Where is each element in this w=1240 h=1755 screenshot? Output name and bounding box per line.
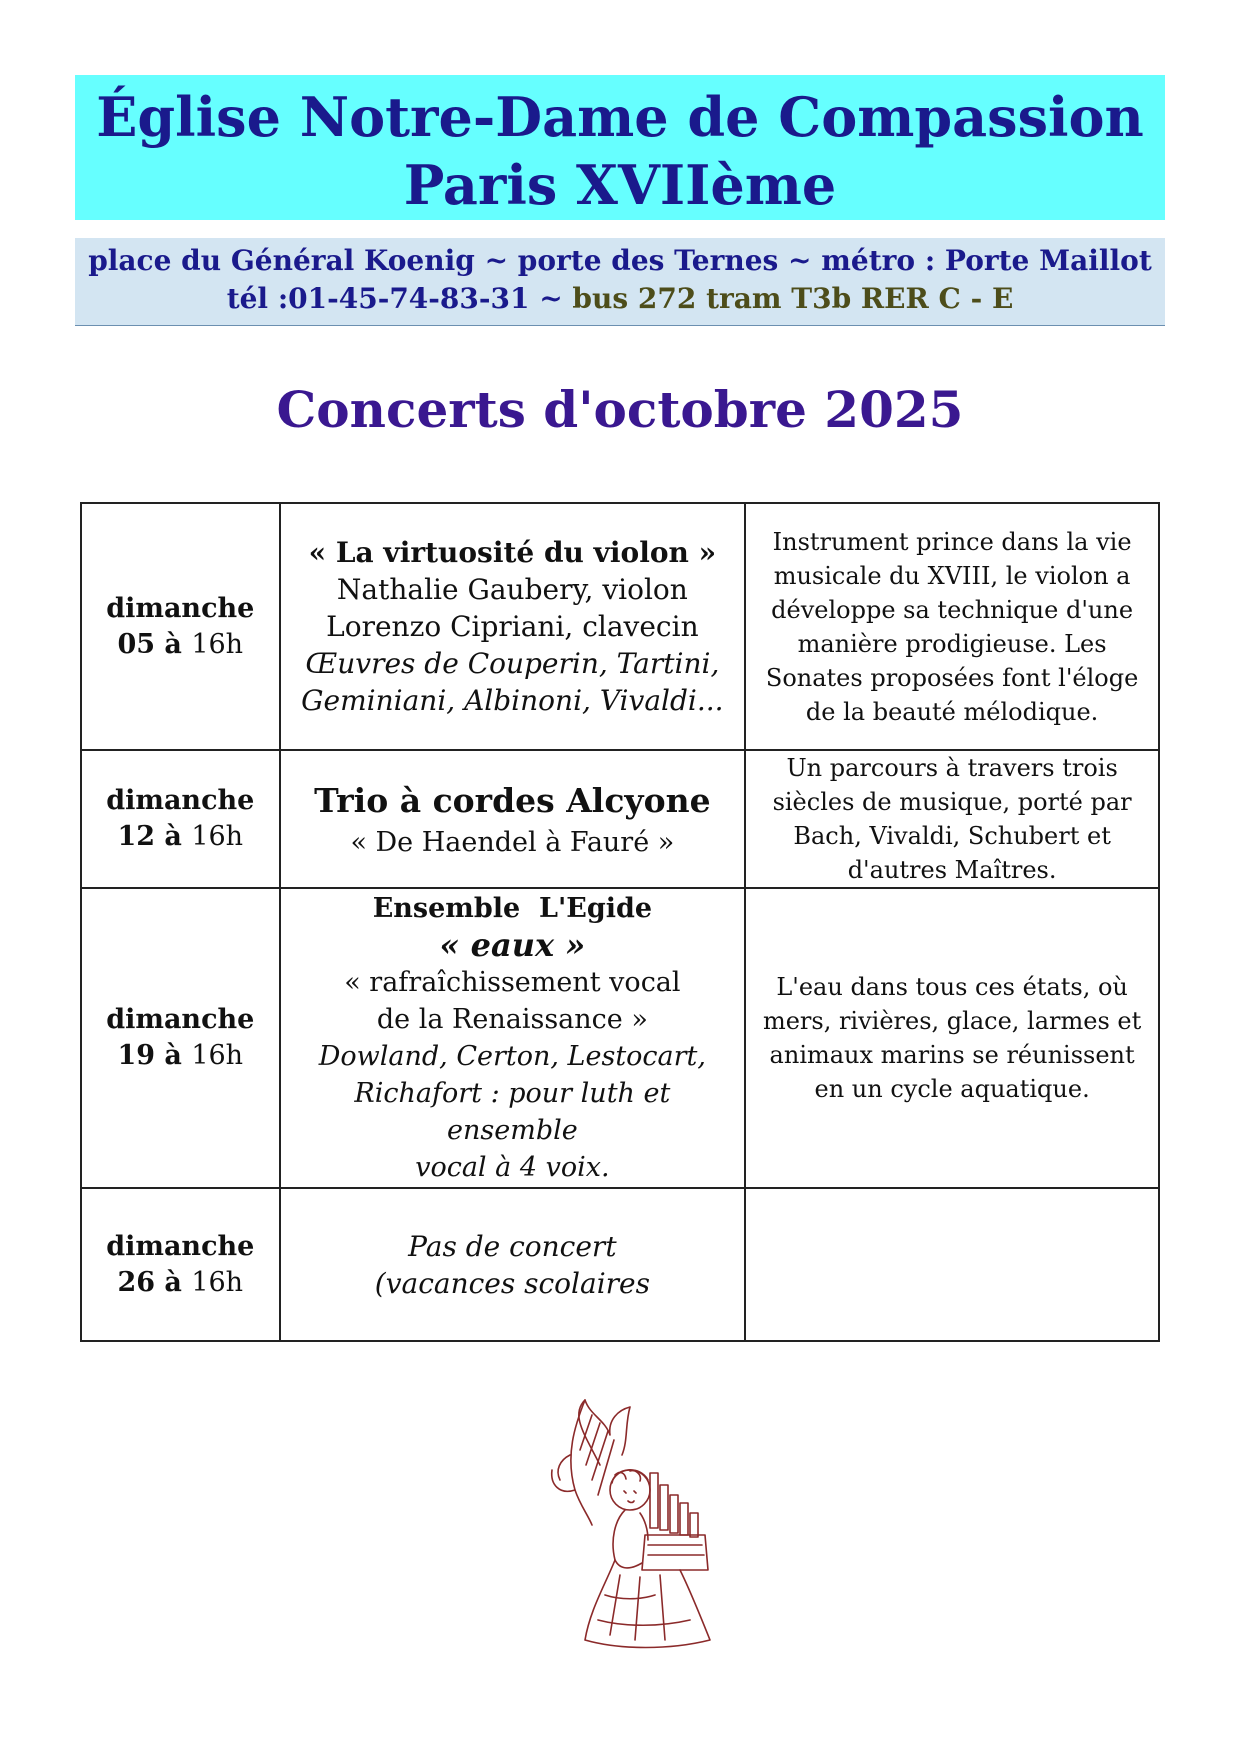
page-title: Concerts d'octobre 2025 bbox=[276, 380, 964, 439]
table-row bbox=[81, 503, 1159, 750]
table-row bbox=[81, 1188, 1159, 1341]
description-cell: L'eau dans tous ces états, où mers, rivières, glace, larmes et animaux marins se réunissent en un cycle aquatique. bbox=[745, 888, 1159, 1188]
date-cell bbox=[81, 750, 280, 888]
works: Œuvres de Couperin, Tartini, bbox=[305, 647, 720, 680]
date-time: 19 à 16h bbox=[117, 1040, 244, 1071]
concert-subtitle: de la Renaissance » bbox=[376, 1004, 648, 1035]
program-cell bbox=[280, 888, 746, 1188]
program-cell bbox=[280, 1188, 746, 1341]
performer: Nathalie Gaubery, violon bbox=[336, 573, 688, 606]
header-banner bbox=[75, 75, 1165, 220]
day-label: dimanche bbox=[106, 592, 255, 624]
concert-title: « eaux » bbox=[439, 926, 586, 964]
table-row bbox=[81, 750, 1159, 888]
date-time: 05 à 16h bbox=[117, 628, 244, 660]
day-label: dimanche bbox=[106, 1004, 255, 1035]
works: vocal à 4 voix. bbox=[415, 1152, 610, 1183]
address-banner bbox=[75, 238, 1165, 326]
performer: Lorenzo Cipriani, clavecin bbox=[326, 610, 699, 643]
date-time: 26 à 16h bbox=[117, 1266, 244, 1298]
concert-title: « La virtuosité du violon » bbox=[308, 536, 717, 569]
concert-subtitle: « rafraîchissement vocal bbox=[344, 967, 681, 998]
date-cell bbox=[81, 503, 280, 750]
concert-title: Trio à cordes Alcyone bbox=[314, 780, 711, 820]
table-row bbox=[81, 888, 1159, 1188]
district-name: Paris XVIIème bbox=[403, 153, 837, 217]
program-cell bbox=[280, 503, 746, 750]
description-cell: Un parcours à travers trois siècles de musique, porté par Bach, Vivaldi, Schubert et d'autres Maîtres. bbox=[745, 750, 1159, 888]
works: Geminiani, Albinoni, Vivaldi... bbox=[301, 684, 724, 717]
date-cell bbox=[81, 1188, 280, 1341]
day-label: dimanche bbox=[106, 1230, 255, 1262]
date-cell bbox=[81, 888, 280, 1188]
contact-line bbox=[75, 280, 1165, 318]
description-cell: Instrument prince dans la vie musicale du XVIII, le violon a développe sa technique d'une manière prodigieuse. Les Sonates proposées font l'éloge de la beauté mélodique. bbox=[745, 503, 1159, 750]
program-cell bbox=[280, 750, 746, 888]
concert-table bbox=[80, 502, 1160, 1342]
day-label: dimanche bbox=[106, 785, 255, 816]
phone-number: tél :01-45-74-83-31 ~ bbox=[226, 282, 573, 315]
description-cell bbox=[745, 1188, 1159, 1341]
angel-playing-organ-illustration-icon bbox=[530, 1395, 740, 1655]
no-concert-reason: (vacances scolaires bbox=[374, 1266, 650, 1300]
church-name: Église Notre-Dame de Compassion bbox=[96, 85, 1144, 149]
ensemble-name: Ensemble L'Egide bbox=[372, 893, 653, 924]
concert-subtitle: « De Haendel à Fauré » bbox=[350, 826, 675, 858]
date-time: 12 à 16h bbox=[117, 821, 244, 852]
transport-info: bus 272 tram T3b RER C - E bbox=[572, 282, 1014, 315]
works: Richafort : pour luth et ensemble bbox=[354, 1078, 671, 1146]
no-concert-note: Pas de concert bbox=[408, 1229, 617, 1263]
address-line: place du Général Koenig ~ porte des Ternes ~ métro : Porte Maillot bbox=[88, 244, 1152, 277]
works: Dowland, Certon, Lestocart, bbox=[318, 1041, 706, 1072]
